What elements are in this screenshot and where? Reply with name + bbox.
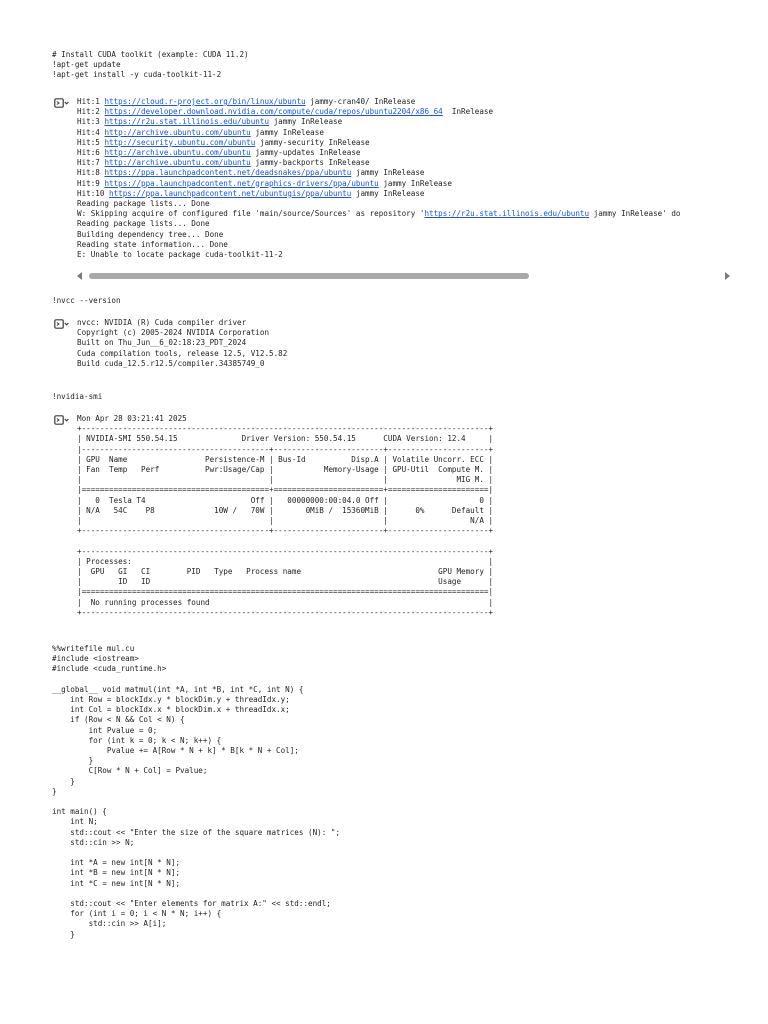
output-text-nvcc [77, 318, 287, 369]
output-line [77, 97, 768, 107]
output-link[interactable]: https://r2u.stat.illinois.edu/ubuntu [424, 209, 590, 219]
output-line [77, 219, 768, 229]
output-text-segment: jammy InRelease' do [589, 209, 681, 219]
output-text-segment: jammy-updates InRelease [250, 148, 361, 158]
output-line [77, 158, 768, 168]
output-text-segment: jammy InRelease [269, 117, 343, 127]
code-line [52, 889, 340, 899]
code-cell-nvidia-smi[interactable] [52, 392, 102, 402]
code-line: std::cin >> A[i]; [52, 919, 167, 929]
code-line: int Pvalue = 0; [52, 725, 158, 735]
code-cell-nvcc[interactable] [52, 296, 121, 306]
code-line: #include <cuda_runtime.h> [52, 664, 167, 674]
code-cell-install[interactable] [52, 50, 249, 81]
output-text-install [77, 97, 768, 260]
output-text-segment: Hit:5 [77, 137, 105, 147]
code-cell-mul-cu[interactable] [52, 644, 340, 940]
code-line: for (int k = 0; k < N; k++) { [52, 735, 222, 745]
output-area-nvcc [52, 318, 730, 373]
output-line: +-----------------------------------------------------------------------------------------+ [77, 607, 494, 617]
code-line: !apt-get update [52, 60, 121, 70]
output-text-segment: Hit:2 [77, 107, 105, 117]
code-line: int *C = new int[N * N]; [52, 878, 181, 888]
output-text-segment: Reading package lists... Done [77, 219, 210, 229]
output-text-segment: Reading state information... Done [77, 239, 228, 249]
output-line: | | | N/A | [77, 516, 494, 526]
output-link[interactable]: http://archive.ubuntu.com/ubuntu [104, 148, 251, 158]
output-toggle-icon[interactable] [52, 414, 70, 425]
output-line: | 0 Tesla T4 Off | 00000000:00:04.0 Off | 0 | [77, 495, 494, 505]
output-line: +-----------------------------------------------------------------------------------------+ [77, 424, 494, 434]
output-line: +-----------------------------------------+------------------------+----------------------+ [77, 526, 494, 536]
output-text-segment: Hit:1 [77, 97, 105, 106]
code-line: int *B = new int[N * N]; [52, 868, 181, 878]
code-line: Pvalue += A[Row * N + k] * B[k * N + Col]; [52, 746, 299, 756]
output-text-segment: E: Unable to locate package cuda-toolkit-11-2 [77, 250, 283, 260]
output-line: |=========================================+========================+======================| [77, 485, 494, 495]
code-line: for (int i = 0; i < N * N; i++) { [52, 909, 222, 919]
output-line [77, 148, 768, 158]
code-line: if (Row < N && Col < N) { [52, 715, 185, 725]
output-text-segment: jammy-cran40/ InRelease [305, 97, 416, 106]
output-line: |-----------------------------------------+------------------------+----------------------+ [77, 444, 494, 454]
scroll-right-arrow-icon[interactable] [725, 272, 730, 280]
code-line: int Col = blockIdx.x * blockDim.x + threadIdx.x; [52, 705, 290, 715]
code-line: #include <iostream> [52, 654, 139, 664]
output-line: | No running processes found | [77, 597, 494, 607]
code-line: !nvcc --version [52, 296, 121, 305]
output-text-segment: jammy InRelease [250, 127, 324, 137]
output-line: | N/A 54C P8 10W / 70W | 0MiB / 15360MiB | 0% Default | [77, 505, 494, 515]
code-line [52, 848, 340, 858]
code-line: std::cout << "Enter elements for matrix A:" << std::endl; [52, 899, 331, 909]
output-line: Built on Thu_Jun__6_02:18:23_PDT_2024 [77, 338, 247, 348]
output-line: +-----------------------------------------------------------------------------------------+ [77, 546, 494, 556]
output-text-segment: Hit:10 [77, 188, 110, 198]
output-link[interactable]: https://cloud.r-project.org/bin/linux/ubuntu [104, 97, 306, 106]
code-line [52, 675, 340, 685]
output-line: |=========================================================================================| [77, 587, 494, 597]
output-line: | ID ID Usage | [77, 577, 494, 587]
output-line [77, 536, 493, 546]
output-line [77, 117, 768, 127]
code-line: std::cin >> N; [52, 837, 135, 847]
code-line: __global__ void matmul(int *A, int *B, int *C, int N) { [52, 684, 304, 694]
output-line [77, 230, 768, 240]
output-link[interactable]: http://archive.ubuntu.com/ubuntu [104, 158, 251, 168]
output-line [77, 199, 768, 209]
output-text-segment: Hit:3 [77, 117, 105, 127]
output-line [77, 240, 768, 250]
output-text-segment: Hit:9 [77, 178, 105, 188]
code-line: int *A = new int[N * N]; [52, 858, 181, 868]
output-line [77, 179, 768, 189]
output-line [77, 128, 768, 138]
output-line: | Processes: | [77, 556, 494, 566]
output-line: Mon Apr 28 03:21:41 2025 [77, 414, 187, 423]
output-link[interactable]: https://ppa.launchpadcontent.net/deadsnakes/ppa/ubuntu [104, 168, 352, 178]
code-line: %%writefile mul.cu [52, 644, 135, 653]
code-line: } [52, 929, 75, 939]
output-link[interactable]: https://r2u.stat.illinois.edu/ubuntu [104, 117, 270, 127]
output-line: Copyright (c) 2005-2024 NVIDIA Corporation [77, 328, 270, 338]
output-line: | Fan Temp Perf Pwr:Usage/Cap | Memory-Usage | GPU-Util Compute M. | [77, 465, 494, 475]
output-line: | GPU GI CI PID Type Process name GPU Memory | [77, 567, 494, 577]
code-line: int N; [52, 817, 98, 827]
output-area-install [52, 97, 730, 283]
output-line [77, 138, 768, 148]
output-text-segment: Reading package lists... Done [77, 199, 210, 209]
code-line: C[Row * N + Col] = Pvalue; [52, 766, 208, 776]
output-link[interactable]: https://developer.download.nvidia.com/compute/cuda/repos/ubuntu2204/x86_64 [104, 107, 443, 117]
output-line: | | | MIG M. | [77, 475, 494, 485]
output-link[interactable]: https://ppa.launchpadcontent.net/ubuntugis/ppa/ubuntu [109, 188, 352, 198]
output-text-segment: Hit:8 [77, 168, 105, 178]
code-line: } [52, 776, 75, 786]
code-line: std::cout << "Enter the size of the square matrices (N): "; [52, 827, 341, 837]
code-line: } [52, 786, 57, 796]
code-line: int Row = blockIdx.y * blockDim.y + threadIdx.y; [52, 695, 290, 705]
output-line [77, 209, 768, 219]
output-toggle-icon[interactable] [52, 318, 70, 329]
output-line [77, 107, 768, 117]
output-text-nvidia-smi [77, 414, 493, 618]
output-line: | GPU Name Persistence-M | Bus-Id Disp.A | Volatile Uncorr. ECC | [77, 454, 494, 464]
scrollbar-thumb[interactable] [89, 273, 529, 279]
output-text-segment: Hit:6 [77, 148, 105, 158]
output-text-segment: jammy InRelease [351, 188, 425, 198]
output-link[interactable]: https://ppa.launchpadcontent.net/graphics-drivers/ppa/ubuntu [104, 178, 379, 188]
output-text-segment: Hit:7 [77, 158, 105, 168]
code-line [52, 797, 340, 807]
output-text-segment: W: Skipping acquire of configured file 'main/source/Sources' as repository ' [77, 209, 425, 219]
code-line: } [52, 756, 94, 766]
output-line [77, 168, 768, 178]
output-text-segment: Hit:4 [77, 127, 105, 137]
code-line: !apt-get install -y cuda-toolkit-11-2 [52, 70, 222, 80]
output-text-segment: jammy-backports InRelease [250, 158, 370, 168]
horizontal-scrollbar[interactable] [77, 271, 730, 281]
output-text-segment: jammy InRelease [351, 168, 425, 178]
output-text-segment: InRelease [442, 107, 494, 117]
output-toggle-icon[interactable] [52, 97, 70, 108]
output-line: | NVIDIA-SMI 550.54.15 Driver Version: 550.54.15 CUDA Version: 12.4 | [77, 434, 494, 444]
output-link[interactable]: http://archive.ubuntu.com/ubuntu [104, 127, 251, 137]
output-line: Build cuda_12.5.r12.5/compiler.34385749_0 [77, 358, 265, 368]
output-line [77, 189, 768, 199]
output-line: Cuda compilation tools, release 12.5, V12.5.82 [77, 348, 288, 358]
code-line: !nvidia-smi [52, 392, 103, 401]
output-link[interactable]: http://security.ubuntu.com/ubuntu [104, 137, 256, 147]
output-text-segment: Building dependency tree... Done [77, 229, 224, 239]
output-text-segment: jammy InRelease [378, 178, 452, 188]
output-line: nvcc: NVIDIA (R) Cuda compiler driver [77, 318, 247, 327]
output-line [77, 250, 768, 260]
code-line: int main() { [52, 807, 107, 817]
scroll-left-arrow-icon[interactable] [77, 272, 82, 280]
output-area-nvidia-smi [52, 414, 730, 624]
output-text-segment: jammy-security InRelease [255, 137, 370, 147]
code-line: # Install CUDA toolkit (example: CUDA 11.2) [52, 50, 249, 59]
